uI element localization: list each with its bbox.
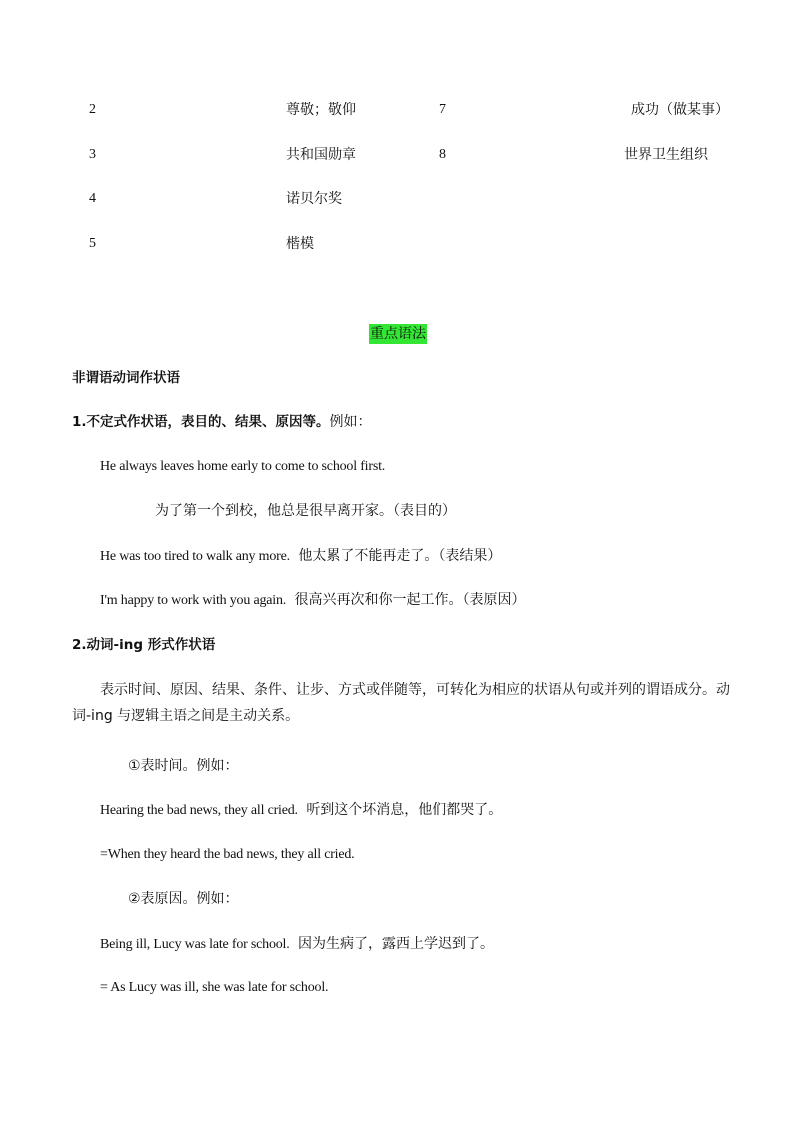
point2-description: 表示时间、原因、结果、条件、让步、方式或伴随等，可转化为相应的状语从句或并列的谓语成分。动词-ing 与逻辑主语之间是主动关系。 (72, 682, 730, 724)
topic-title: 非谓语动词作状语 (72, 370, 180, 386)
equivalent-sentence: =When they heard the bad news, they all cried. (100, 847, 355, 862)
vocab-meaning: 诺贝尔奖 (286, 191, 342, 207)
example-cn: 他太累了不能再走了。（表结果） (298, 548, 502, 564)
sub2-label: ②表原因。例如： (128, 891, 239, 907)
vocab-number: 8 (439, 147, 446, 162)
point1-heading-suffix: 例如： (329, 414, 372, 430)
vocab-meaning: 共和国勋章 (286, 147, 356, 163)
example-cn: 很高兴再次和你一起工作。（表原因） (294, 592, 526, 608)
vocab-number: 2 (89, 102, 96, 117)
example-cn: 听到这个坏消息，他们都哭了。 (306, 802, 503, 818)
point2-heading: 2.动词-ing 形式作状语 (72, 637, 216, 653)
example-en: I'm happy to work with you again. (100, 593, 287, 608)
vocab-meaning: 世界卫生组织 (624, 147, 708, 163)
example-line (100, 801, 502, 820)
example-en: He was too tired to walk any more. (100, 549, 290, 564)
vocab-number: 3 (89, 147, 96, 162)
point1-heading-text: 1.不定式作状语，表目的、结果、原因等。 (72, 414, 330, 430)
vocab-meaning: 尊敬；敬仰 (286, 102, 356, 118)
example-en: Hearing the bad news, they all cried. (100, 803, 298, 818)
vocab-number: 5 (89, 236, 96, 251)
vocab-meaning: 楷模 (286, 236, 314, 252)
equivalent-sentence: = As Lucy was ill, she was late for school. (100, 980, 329, 995)
example-line (100, 935, 494, 954)
section-title: 重点语法 (370, 326, 426, 342)
sub1-label: ①表时间。例如： (128, 758, 239, 774)
vocab-number: 7 (439, 102, 446, 117)
example-en: Being ill, Lucy was late for school. (100, 937, 290, 952)
example-cn: 因为生病了，露西上学迟到了。 (298, 936, 494, 952)
vocab-number: 4 (89, 191, 96, 206)
example-cn: 为了第一个到校，他总是很早离开家。（表目的） (155, 503, 456, 519)
vocab-meaning: 成功（做某事） (631, 102, 729, 118)
point1-heading (72, 413, 372, 431)
example-en: He always leaves home early to come to school first. (100, 459, 386, 474)
example-line (100, 547, 501, 566)
example-line (100, 591, 526, 610)
